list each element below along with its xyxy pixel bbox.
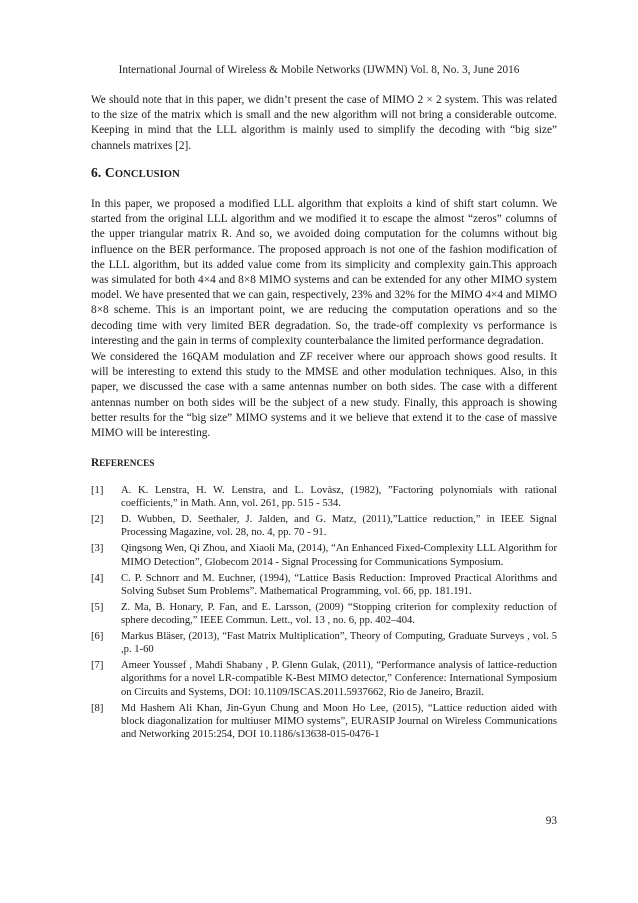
reference-number: [1] bbox=[91, 485, 104, 496]
section-title-initial: C bbox=[104, 165, 115, 180]
page-number: 93 bbox=[545, 815, 557, 827]
reference-number: [2] bbox=[91, 514, 104, 526]
conclusion-section bbox=[91, 165, 557, 183]
section-heading-conclusion bbox=[91, 165, 557, 183]
references-section bbox=[91, 456, 557, 470]
section-title-rest: ONCLUSION bbox=[114, 169, 180, 180]
reference-text: A. K. Lenstra, H. W. Lenstra, and L. Lovàsz, (1982), ”Factoring polynomials with rational coefficients,” in Math. Ann, vol. 261, pp. 515 - 534. bbox=[121, 485, 557, 510]
intro-block bbox=[91, 93, 557, 154]
references-heading bbox=[91, 456, 557, 470]
reference-item bbox=[91, 513, 557, 540]
reference-item bbox=[91, 702, 557, 742]
references-title-rest: EFERENCES bbox=[99, 458, 155, 468]
conclusion-paragraph-1-block bbox=[91, 197, 557, 349]
reference-item bbox=[91, 630, 557, 657]
reference-number: [8] bbox=[91, 702, 104, 714]
reference-item bbox=[91, 601, 557, 628]
conclusion-paragraph-2-block bbox=[91, 350, 557, 441]
reference-number: [7] bbox=[91, 660, 104, 672]
reference-text: Qingsong Wen, Qi Zhou, and Xiaoli Ma, (2014), “An Enhanced Fixed-Complexity LLL Algorithm for MIMO Detection”, Globecom 2014 - Signal Processing for Communications Symposium. bbox=[121, 543, 557, 568]
references-title-initial: R bbox=[91, 457, 100, 469]
references-list bbox=[91, 484, 557, 742]
reference-number: [3] bbox=[91, 543, 104, 555]
intro-paragraph: We should note that in this paper, we didn’t present the case of MIMO 2 × 2 system. This was related to the size of the matrix which is small and the new algorithm will not bring a considerable outcome. Keeping in mind that the LLL algorithm is mainly used to simplify the decoding with “big size” channels matrixes [2]. bbox=[91, 94, 557, 152]
running-header: International Journal of Wireless & Mobile Networks (IJWMN) Vol. 8, No. 3, June 2016 bbox=[118, 64, 520, 76]
reference-item bbox=[91, 484, 557, 511]
reference-text: D. Wubben, D. Seethaler, J. Jalden, and G. Matz, (2011),”Lattice reduction,” in IEEE Signal Processing Magazine, vol. 28, no. 4, pp. 70 - 91. bbox=[121, 514, 557, 539]
conclusion-paragraph: We considered the 16QAM modulation and ZF receiver where our approach shows good results. It will be interesting to extend this study to the MMSE and other modulation techniques. Also, in this paper, we discussed the case with a same antennas number on both sides. The case with a different antennas number on both sides will be the subject of a new study. Finally, this approach is showing better results for the “big size” MIMO systems and it we believe that extend it to the case of massive MIMO will be interesting. bbox=[91, 351, 557, 440]
reference-number: [6] bbox=[91, 630, 104, 642]
reference-text: C. P. Schnorr and M. Euchner, (1994), “Lattice Basis Reduction: Improved Practical Alorithms and Solving Subset Sum Problems”. Mathematical Programming, vol. 66, pp. 181.191. bbox=[121, 572, 557, 597]
conclusion-paragraph: In this paper, we proposed a modified LLL algorithm that exploits a kind of shift start column. We started from the original LLL algorithm and we modified it to escape the almost “zeros” columns of the upper triangular matrix R. And so, we avoided doing computation for the columns without big influence on the BER performance. The proposed approach is not one of the fashion modification of the LLL algorithm, but its added value come from its simplicity and complexity gain.This approach was simulated for both 4×4 and 8×8 MIMO systems and can be extended for any other MIMO system model. We have presented that we can gain, respectively, 23% and 32% for the MIMO 4×4 and MIMO 8×8 scheme. This is an important point, we are reducing the computation operations and so the decoding time with very limited BER degradation. So, the trade-off complexity vs performance is interesting and the gain in terms of complexity counterbalance the limited performance degradation. bbox=[91, 198, 557, 347]
reference-text: Md Hashem Ali Khan, Jin-Gyun Chung and Moon Ho Lee, (2015), “Lattice reduction aided with block diagonalization for multiuser MIMO systems”, EURASIP Journal on Wireless Communications and Networking 2015:254, DOI 10.1186/s13638-015-0476-1 bbox=[121, 702, 557, 741]
reference-number: [5] bbox=[91, 601, 104, 613]
section-number: 6. bbox=[91, 165, 105, 180]
reference-text: Ameer Youssef , Mahdi Shabany , P. Glenn Gulak, (2011), “Performance analysis of lattice-reduction algorithms for a novel LR-compatible K-Best MIMO detector,” Conference: International Symposium on Circuits and Systems, DOI: 10.1109/ISCAS.2011.5937662, Rio de Janeiro, Brazil. bbox=[121, 660, 557, 698]
reference-item bbox=[91, 542, 557, 569]
reference-number: [4] bbox=[91, 572, 104, 584]
reference-item bbox=[91, 572, 557, 599]
references-list-block bbox=[91, 484, 557, 744]
reference-text: Markus Bläser, (2013), “Fast Matrix Multiplication”, Theory of Computing, Graduate Surveys , vol. 5 ,p. 1-60 bbox=[121, 630, 557, 656]
reference-item bbox=[91, 659, 557, 699]
reference-text: Z. Ma, B. Honary, P. Fan, and E. Larsson, (2009) “Stopping criterion for complexity reduction of sphere decoding,” IEEE Commun. Lett., vol. 13 , no. 6, pp. 402–404. bbox=[121, 601, 557, 627]
